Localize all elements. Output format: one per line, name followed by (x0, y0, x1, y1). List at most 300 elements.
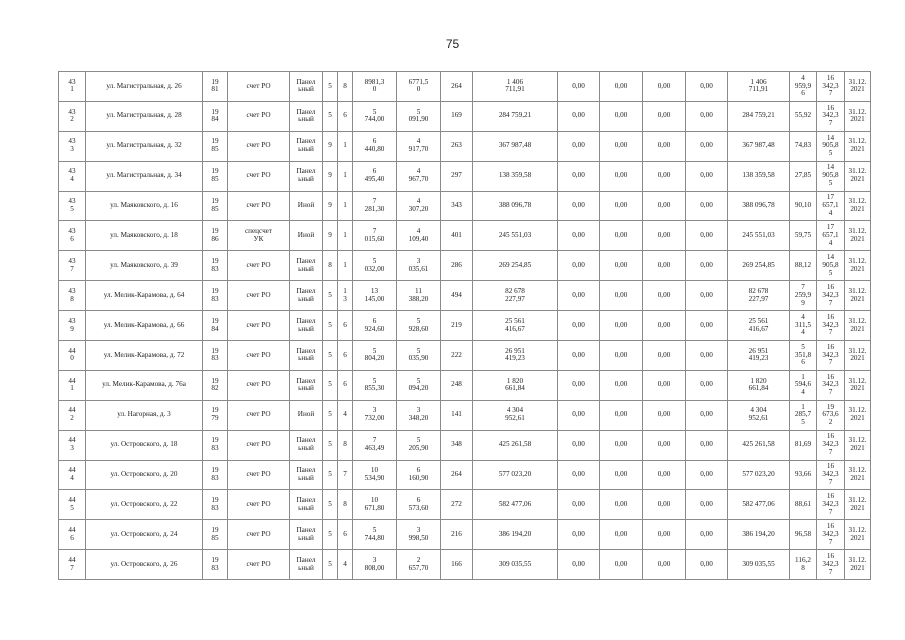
federal-fund-cell: 0,00 (558, 101, 600, 131)
table-row (59, 430, 871, 460)
federal-fund-cell: 0,00 (558, 131, 600, 161)
cost-per-m2-cell: 90,10 (790, 191, 817, 221)
cost-per-m2-cell: 55,92 (790, 101, 817, 131)
total-cost-cell: 269 254,85 (473, 251, 558, 281)
total-area-cell: 7 015,60 (353, 221, 397, 251)
total-area-cell: 5 855,30 (353, 370, 397, 400)
living-area-cell: 6771,5 0 (397, 72, 441, 102)
limit-cost-cell: 17 657,1 4 (817, 221, 845, 251)
regional-fund-cell: 0,00 (600, 131, 643, 161)
wall-material-cell: Панел ьный (290, 101, 323, 131)
account-type-cell: спецсчет УК (228, 221, 290, 251)
cost-per-m2-cell: 74,83 (790, 131, 817, 161)
wall-material-cell: Панел ьный (290, 281, 323, 311)
owners-fund-cell: 245 551,03 (728, 221, 790, 251)
entrances-cell: 6 (338, 370, 353, 400)
table-row (59, 131, 871, 161)
local-fund-cell: 0,00 (643, 341, 686, 371)
deadline-cell: 31.12. 2021 (845, 251, 871, 281)
total-area-cell: 5 744,80 (353, 520, 397, 550)
wall-material-cell: Иной (290, 221, 323, 251)
address-cell: ул. Островского, д. 26 (86, 550, 203, 580)
table-row (59, 460, 871, 490)
account-type-cell: счет РО (228, 251, 290, 281)
cost-per-m2-cell: 4 311,5 4 (790, 311, 817, 341)
row-number-cell: 44 0 (59, 341, 86, 371)
account-type-cell: счет РО (228, 281, 290, 311)
address-cell: ул. Нагорная, д. 3 (86, 400, 203, 430)
total-cost-cell: 1 820 661,84 (473, 370, 558, 400)
account-type-cell: счет РО (228, 191, 290, 221)
regional-fund-cell: 0,00 (600, 72, 643, 102)
account-type-cell: счет РО (228, 161, 290, 191)
entrances-cell: 1 (338, 191, 353, 221)
living-area-cell: 5 035,90 (397, 341, 441, 371)
table-row (59, 281, 871, 311)
total-area-cell: 6 924,60 (353, 311, 397, 341)
address-cell: ул. Маяковского, д. 16 (86, 191, 203, 221)
wall-material-cell: Панел ьный (290, 460, 323, 490)
residents-cell: 169 (441, 101, 473, 131)
local-fund-cell: 0,00 (643, 221, 686, 251)
entrances-cell: 6 (338, 341, 353, 371)
deadline-cell: 31.12. 2021 (845, 161, 871, 191)
build-year-cell: 19 85 (203, 161, 228, 191)
living-area-cell: 3 348,20 (397, 400, 441, 430)
owners-fund-cell: 4 304 952,61 (728, 400, 790, 430)
account-type-cell: счет РО (228, 550, 290, 580)
entrances-cell: 1 (338, 131, 353, 161)
cost-per-m2-cell: 1 594,6 4 (790, 370, 817, 400)
cost-per-m2-cell: 4 959,9 6 (790, 72, 817, 102)
cost-per-m2-cell: 1 285,7 5 (790, 400, 817, 430)
floors-cell: 5 (323, 72, 338, 102)
limit-cost-cell: 16 342,3 7 (817, 101, 845, 131)
other-fund-cell: 0,00 (686, 550, 728, 580)
residents-cell: 401 (441, 221, 473, 251)
living-area-cell: 11 388,20 (397, 281, 441, 311)
residents-cell: 343 (441, 191, 473, 221)
owners-fund-cell: 425 261,58 (728, 430, 790, 460)
total-area-cell: 7 281,30 (353, 191, 397, 221)
limit-cost-cell: 16 342,3 7 (817, 72, 845, 102)
floors-cell: 9 (323, 131, 338, 161)
total-cost-cell: 284 759,21 (473, 101, 558, 131)
row-number-cell: 43 4 (59, 161, 86, 191)
local-fund-cell: 0,00 (643, 131, 686, 161)
limit-cost-cell: 14 905,8 5 (817, 251, 845, 281)
cost-per-m2-cell: 7 259,9 9 (790, 281, 817, 311)
table-row (59, 191, 871, 221)
federal-fund-cell: 0,00 (558, 221, 600, 251)
table-row (59, 520, 871, 550)
living-area-cell: 4 109,40 (397, 221, 441, 251)
owners-fund-cell: 1 820 661,84 (728, 370, 790, 400)
build-year-cell: 19 85 (203, 520, 228, 550)
wall-material-cell: Панел ьный (290, 550, 323, 580)
limit-cost-cell: 14 905,8 5 (817, 161, 845, 191)
deadline-cell: 31.12. 2021 (845, 520, 871, 550)
total-cost-cell: 577 023,20 (473, 460, 558, 490)
limit-cost-cell: 16 342,3 7 (817, 281, 845, 311)
total-area-cell: 3 808,00 (353, 550, 397, 580)
federal-fund-cell: 0,00 (558, 341, 600, 371)
owners-fund-cell: 138 359,58 (728, 161, 790, 191)
wall-material-cell: Панел ьный (290, 311, 323, 341)
table-row (59, 370, 871, 400)
federal-fund-cell: 0,00 (558, 251, 600, 281)
total-area-cell: 6 495,40 (353, 161, 397, 191)
total-area-cell: 7 463,49 (353, 430, 397, 460)
deadline-cell: 31.12. 2021 (845, 490, 871, 520)
row-number-cell: 43 3 (59, 131, 86, 161)
other-fund-cell: 0,00 (686, 490, 728, 520)
federal-fund-cell: 0,00 (558, 430, 600, 460)
address-cell: ул. Магистральная, д. 28 (86, 101, 203, 131)
living-area-cell: 2 657,70 (397, 550, 441, 580)
total-cost-cell: 582 477,06 (473, 490, 558, 520)
residents-cell: 348 (441, 430, 473, 460)
total-cost-cell: 388 096,78 (473, 191, 558, 221)
owners-fund-cell: 386 194,20 (728, 520, 790, 550)
federal-fund-cell: 0,00 (558, 311, 600, 341)
wall-material-cell: Панел ьный (290, 341, 323, 371)
capital-repair-register-table (58, 71, 871, 580)
living-area-cell: 6 573,60 (397, 490, 441, 520)
regional-fund-cell: 0,00 (600, 520, 643, 550)
entrances-cell: 8 (338, 72, 353, 102)
total-cost-cell: 367 987,48 (473, 131, 558, 161)
local-fund-cell: 0,00 (643, 191, 686, 221)
address-cell: ул. Мелик-Карамова, д. 64 (86, 281, 203, 311)
federal-fund-cell: 0,00 (558, 400, 600, 430)
total-cost-cell: 386 194,20 (473, 520, 558, 550)
local-fund-cell: 0,00 (643, 520, 686, 550)
entrances-cell: 6 (338, 101, 353, 131)
address-cell: ул. Маяковского, д. 39 (86, 251, 203, 281)
wall-material-cell: Иной (290, 191, 323, 221)
build-year-cell: 19 81 (203, 72, 228, 102)
floors-cell: 5 (323, 311, 338, 341)
owners-fund-cell: 388 096,78 (728, 191, 790, 221)
table-row (59, 400, 871, 430)
deadline-cell: 31.12. 2021 (845, 281, 871, 311)
build-year-cell: 19 83 (203, 490, 228, 520)
cost-per-m2-cell: 88,61 (790, 490, 817, 520)
local-fund-cell: 0,00 (643, 101, 686, 131)
regional-fund-cell: 0,00 (600, 101, 643, 131)
total-cost-cell: 4 304 952,61 (473, 400, 558, 430)
floors-cell: 5 (323, 281, 338, 311)
entrances-cell: 6 (338, 520, 353, 550)
total-cost-cell: 309 035,55 (473, 550, 558, 580)
regional-fund-cell: 0,00 (600, 400, 643, 430)
entrances-cell: 1 3 (338, 281, 353, 311)
cost-per-m2-cell: 96,58 (790, 520, 817, 550)
other-fund-cell: 0,00 (686, 101, 728, 131)
wall-material-cell: Панел ьный (290, 72, 323, 102)
regional-fund-cell: 0,00 (600, 370, 643, 400)
residents-cell: 141 (441, 400, 473, 430)
residents-cell: 286 (441, 251, 473, 281)
floors-cell: 5 (323, 400, 338, 430)
limit-cost-cell: 16 342,3 7 (817, 520, 845, 550)
owners-fund-cell: 284 759,21 (728, 101, 790, 131)
living-area-cell: 4 917,70 (397, 131, 441, 161)
row-number-cell: 44 3 (59, 430, 86, 460)
row-number-cell: 44 7 (59, 550, 86, 580)
account-type-cell: счет РО (228, 311, 290, 341)
local-fund-cell: 0,00 (643, 251, 686, 281)
table-row (59, 161, 871, 191)
row-number-cell: 44 1 (59, 370, 86, 400)
limit-cost-cell: 17 657,1 4 (817, 191, 845, 221)
entrances-cell: 4 (338, 550, 353, 580)
build-year-cell: 19 83 (203, 341, 228, 371)
address-cell: ул. Магистральная, д. 26 (86, 72, 203, 102)
floors-cell: 5 (323, 101, 338, 131)
build-year-cell: 19 83 (203, 460, 228, 490)
address-cell: ул. Островского, д. 20 (86, 460, 203, 490)
account-type-cell: счет РО (228, 72, 290, 102)
local-fund-cell: 0,00 (643, 490, 686, 520)
living-area-cell: 3 998,50 (397, 520, 441, 550)
account-type-cell: счет РО (228, 370, 290, 400)
limit-cost-cell: 16 342,3 7 (817, 490, 845, 520)
residents-cell: 248 (441, 370, 473, 400)
deadline-cell: 31.12. 2021 (845, 370, 871, 400)
living-area-cell: 5 094,20 (397, 370, 441, 400)
other-fund-cell: 0,00 (686, 161, 728, 191)
owners-fund-cell: 577 023,20 (728, 460, 790, 490)
deadline-cell: 31.12. 2021 (845, 72, 871, 102)
other-fund-cell: 0,00 (686, 281, 728, 311)
living-area-cell: 5 205,90 (397, 430, 441, 460)
wall-material-cell: Панел ьный (290, 251, 323, 281)
regional-fund-cell: 0,00 (600, 490, 643, 520)
account-type-cell: счет РО (228, 101, 290, 131)
local-fund-cell: 0,00 (643, 161, 686, 191)
local-fund-cell: 0,00 (643, 550, 686, 580)
limit-cost-cell: 16 342,3 7 (817, 430, 845, 460)
regional-fund-cell: 0,00 (600, 251, 643, 281)
cost-per-m2-cell: 88,12 (790, 251, 817, 281)
deadline-cell: 31.12. 2021 (845, 131, 871, 161)
local-fund-cell: 0,00 (643, 460, 686, 490)
total-area-cell: 5 032,00 (353, 251, 397, 281)
limit-cost-cell: 16 342,3 7 (817, 341, 845, 371)
local-fund-cell: 0,00 (643, 72, 686, 102)
table-body (59, 72, 871, 580)
floors-cell: 5 (323, 370, 338, 400)
living-area-cell: 3 035,61 (397, 251, 441, 281)
owners-fund-cell: 269 254,85 (728, 251, 790, 281)
residents-cell: 494 (441, 281, 473, 311)
build-year-cell: 19 83 (203, 251, 228, 281)
row-number-cell: 43 8 (59, 281, 86, 311)
wall-material-cell: Панел ьный (290, 370, 323, 400)
build-year-cell: 19 84 (203, 311, 228, 341)
table-row (59, 221, 871, 251)
total-cost-cell: 26 951 419,23 (473, 341, 558, 371)
federal-fund-cell: 0,00 (558, 191, 600, 221)
regional-fund-cell: 0,00 (600, 460, 643, 490)
living-area-cell: 5 091,90 (397, 101, 441, 131)
row-number-cell: 44 2 (59, 400, 86, 430)
limit-cost-cell: 16 342,3 7 (817, 370, 845, 400)
cost-per-m2-cell: 27,85 (790, 161, 817, 191)
floors-cell: 9 (323, 161, 338, 191)
owners-fund-cell: 582 477,06 (728, 490, 790, 520)
residents-cell: 219 (441, 311, 473, 341)
regional-fund-cell: 0,00 (600, 311, 643, 341)
account-type-cell: счет РО (228, 400, 290, 430)
wall-material-cell: Панел ьный (290, 430, 323, 460)
row-number-cell: 43 9 (59, 311, 86, 341)
other-fund-cell: 0,00 (686, 400, 728, 430)
entrances-cell: 4 (338, 400, 353, 430)
entrances-cell: 8 (338, 490, 353, 520)
federal-fund-cell: 0,00 (558, 460, 600, 490)
address-cell: ул. Островского, д. 22 (86, 490, 203, 520)
other-fund-cell: 0,00 (686, 341, 728, 371)
floors-cell: 5 (323, 520, 338, 550)
row-number-cell: 43 2 (59, 101, 86, 131)
owners-fund-cell: 367 987,48 (728, 131, 790, 161)
account-type-cell: счет РО (228, 430, 290, 460)
floors-cell: 5 (323, 490, 338, 520)
floors-cell: 5 (323, 341, 338, 371)
deadline-cell: 31.12. 2021 (845, 430, 871, 460)
local-fund-cell: 0,00 (643, 311, 686, 341)
floors-cell: 9 (323, 191, 338, 221)
table-row (59, 550, 871, 580)
floors-cell: 5 (323, 460, 338, 490)
build-year-cell: 19 79 (203, 400, 228, 430)
build-year-cell: 19 83 (203, 550, 228, 580)
entrances-cell: 1 (338, 161, 353, 191)
build-year-cell: 19 83 (203, 281, 228, 311)
local-fund-cell: 0,00 (643, 281, 686, 311)
account-type-cell: счет РО (228, 341, 290, 371)
limit-cost-cell: 14 905,8 5 (817, 131, 845, 161)
other-fund-cell: 0,00 (686, 430, 728, 460)
residents-cell: 263 (441, 131, 473, 161)
cost-per-m2-cell: 81,69 (790, 430, 817, 460)
row-number-cell: 43 1 (59, 72, 86, 102)
residents-cell: 272 (441, 490, 473, 520)
limit-cost-cell: 16 342,3 7 (817, 311, 845, 341)
account-type-cell: счет РО (228, 460, 290, 490)
total-cost-cell: 425 261,58 (473, 430, 558, 460)
page-number: 75 (445, 37, 460, 51)
other-fund-cell: 0,00 (686, 221, 728, 251)
limit-cost-cell: 19 673,6 2 (817, 400, 845, 430)
other-fund-cell: 0,00 (686, 311, 728, 341)
account-type-cell: счет РО (228, 131, 290, 161)
residents-cell: 264 (441, 72, 473, 102)
living-area-cell: 4 967,70 (397, 161, 441, 191)
living-area-cell: 6 160,90 (397, 460, 441, 490)
limit-cost-cell: 16 342,3 7 (817, 460, 845, 490)
row-number-cell: 43 6 (59, 221, 86, 251)
build-year-cell: 19 83 (203, 430, 228, 460)
federal-fund-cell: 0,00 (558, 370, 600, 400)
total-cost-cell: 1 406 711,91 (473, 72, 558, 102)
local-fund-cell: 0,00 (643, 400, 686, 430)
table-row (59, 101, 871, 131)
floors-cell: 8 (323, 251, 338, 281)
total-area-cell: 10 534,90 (353, 460, 397, 490)
owners-fund-cell: 82 678 227,97 (728, 281, 790, 311)
federal-fund-cell: 0,00 (558, 72, 600, 102)
address-cell: ул. Островского, д. 18 (86, 430, 203, 460)
address-cell: ул. Магистральная, д. 32 (86, 131, 203, 161)
row-number-cell: 44 5 (59, 490, 86, 520)
build-year-cell: 19 82 (203, 370, 228, 400)
regional-fund-cell: 0,00 (600, 341, 643, 371)
federal-fund-cell: 0,00 (558, 520, 600, 550)
other-fund-cell: 0,00 (686, 131, 728, 161)
table-row (59, 341, 871, 371)
other-fund-cell: 0,00 (686, 370, 728, 400)
local-fund-cell: 0,00 (643, 370, 686, 400)
cost-per-m2-cell: 5 351,8 6 (790, 341, 817, 371)
residents-cell: 222 (441, 341, 473, 371)
address-cell: ул. Мелик-Карамова, д. 72 (86, 341, 203, 371)
cost-per-m2-cell: 59,75 (790, 221, 817, 251)
address-cell: ул. Маяковского, д. 18 (86, 221, 203, 251)
address-cell: ул. Магистральная, д. 34 (86, 161, 203, 191)
deadline-cell: 31.12. 2021 (845, 311, 871, 341)
build-year-cell: 19 85 (203, 191, 228, 221)
floors-cell: 5 (323, 430, 338, 460)
wall-material-cell: Иной (290, 400, 323, 430)
other-fund-cell: 0,00 (686, 191, 728, 221)
deadline-cell: 31.12. 2021 (845, 460, 871, 490)
residents-cell: 216 (441, 520, 473, 550)
owners-fund-cell: 25 561 416,67 (728, 311, 790, 341)
regional-fund-cell: 0,00 (600, 161, 643, 191)
total-area-cell: 6 440,80 (353, 131, 397, 161)
regional-fund-cell: 0,00 (600, 281, 643, 311)
total-area-cell: 8981,3 0 (353, 72, 397, 102)
table-row (59, 72, 871, 102)
row-number-cell: 43 5 (59, 191, 86, 221)
address-cell: ул. Островского, д. 24 (86, 520, 203, 550)
build-year-cell: 19 84 (203, 101, 228, 131)
table-row (59, 490, 871, 520)
federal-fund-cell: 0,00 (558, 161, 600, 191)
other-fund-cell: 0,00 (686, 520, 728, 550)
total-area-cell: 10 671,80 (353, 490, 397, 520)
total-area-cell: 5 744,00 (353, 101, 397, 131)
wall-material-cell: Панел ьный (290, 520, 323, 550)
limit-cost-cell: 16 342,3 7 (817, 550, 845, 580)
residents-cell: 264 (441, 460, 473, 490)
entrances-cell: 1 (338, 251, 353, 281)
table-row (59, 251, 871, 281)
build-year-cell: 19 86 (203, 221, 228, 251)
residents-cell: 166 (441, 550, 473, 580)
local-fund-cell: 0,00 (643, 430, 686, 460)
other-fund-cell: 0,00 (686, 72, 728, 102)
other-fund-cell: 0,00 (686, 460, 728, 490)
deadline-cell: 31.12. 2021 (845, 341, 871, 371)
table-row (59, 311, 871, 341)
deadline-cell: 31.12. 2021 (845, 191, 871, 221)
deadline-cell: 31.12. 2021 (845, 400, 871, 430)
